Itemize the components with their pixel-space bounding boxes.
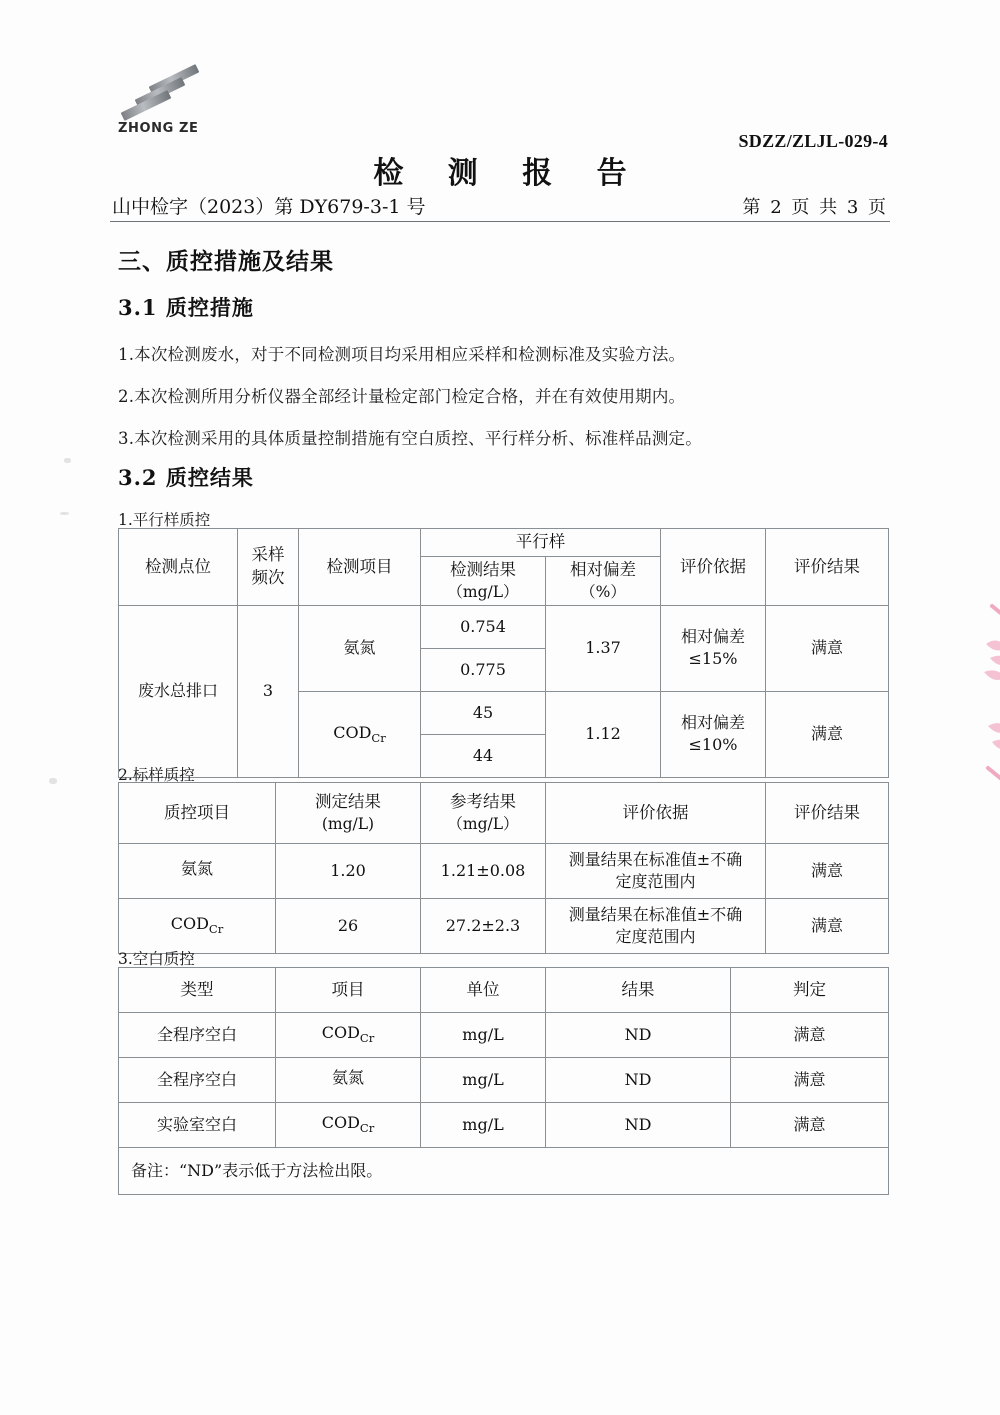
- section-heading-3: 三、质控措施及结果: [118, 248, 334, 275]
- cell-result-3-3: ND: [546, 1103, 731, 1148]
- cell-blank-item-2-base: 氨氮: [331, 1068, 364, 1088]
- company-logo: [118, 72, 226, 136]
- cell-basis-row-1: [546, 844, 766, 899]
- th-judgement: 判定: [731, 968, 889, 1013]
- th-reference-label: 参考结果: [450, 791, 516, 811]
- cell-basis-row-2-line1: 测量结果在标准值±不确: [568, 904, 743, 924]
- cell-qc-item-2-sub: Cr: [208, 922, 224, 937]
- cell-deviation-2: 1.12: [546, 691, 661, 777]
- logo-slashes-icon: [118, 72, 210, 118]
- cell-evaluation-2: 满意: [766, 691, 889, 777]
- section-heading-3-2: 3.2 质控结果: [118, 465, 254, 490]
- th-measured: [276, 783, 421, 844]
- document-code: SDZZ/ZLJL-029-4: [738, 131, 888, 151]
- cell-qc-item-1: [119, 844, 276, 899]
- logo-wordmark: ZHONG ZE: [118, 121, 199, 136]
- table-row: [119, 1013, 889, 1058]
- table-row: [119, 899, 889, 954]
- cell-blank-item-1-sub: Cr: [359, 1031, 375, 1046]
- cell-blank-item-3-base: COD: [321, 1113, 360, 1133]
- th-basis: 评价依据: [661, 529, 766, 606]
- cell-blank-item-1-base: COD: [321, 1023, 360, 1043]
- table-remark-row: [119, 1148, 889, 1195]
- cell-result-2a: 45: [421, 691, 546, 734]
- table-header-row: [119, 529, 889, 557]
- cell-judgement-2: 满意: [731, 1058, 889, 1103]
- page-indicator: 第 2 页 共 3 页: [742, 197, 888, 218]
- th-result-label: 检测结果: [450, 559, 516, 579]
- measure-paragraph-1: 1.本次检测废水，对于不同检测项目均采用相应采样和检测标准及实验方法。: [118, 345, 686, 364]
- cell-qc-item-2-base: COD: [170, 914, 209, 934]
- cell-basis-row-1-line2: 定度范围内: [615, 872, 696, 891]
- cell-item-2: [299, 691, 421, 777]
- scan-speck: [64, 458, 71, 463]
- cell-result-1a: 0.754: [421, 605, 546, 648]
- table-row: [119, 1103, 889, 1148]
- cell-reference-1: 1.21±0.08: [421, 844, 546, 899]
- standard-sample-qc-table: [118, 782, 889, 954]
- cell-evaluation-row-2: 满意: [766, 899, 889, 954]
- measure-paragraph-3: 3.本次检测采用的具体质量控制措施有空白质控、平行样分析、标准样品测定。: [118, 429, 702, 448]
- cell-result-3-1: ND: [546, 1013, 731, 1058]
- scan-speck: [49, 778, 57, 784]
- table-header-row: [119, 968, 889, 1013]
- cell-evaluation-1: 满意: [766, 605, 889, 691]
- th-item: 检测项目: [299, 529, 421, 606]
- cell-type-2: 全程序空白: [119, 1058, 276, 1103]
- cell-item-2-sub: Cr: [371, 731, 386, 746]
- cell-basis-2-line2: ≤10%: [688, 735, 738, 755]
- table-row: [119, 1058, 889, 1103]
- cell-point: 废水总排口: [119, 605, 238, 777]
- cell-qc-item-2: [119, 899, 276, 954]
- cell-blank-item-1: [276, 1013, 421, 1058]
- table2-caption: 2.标样质控: [118, 766, 195, 784]
- th-measured-label: 测定结果: [315, 791, 381, 811]
- th-evaluation: 评价结果: [766, 529, 889, 606]
- cell-remark: 备注：“ND”表示低于方法检出限。: [119, 1148, 889, 1195]
- table-row: [119, 605, 889, 648]
- cell-evaluation-row-1: 满意: [766, 844, 889, 899]
- th-frequency-line2: 频次: [251, 567, 285, 587]
- th-frequency-line1: 采样: [251, 545, 285, 565]
- cell-frequency: 3: [238, 605, 299, 777]
- scan-speck: [60, 512, 69, 515]
- cell-basis-2: [661, 691, 766, 777]
- table3-caption: 3.空白质控: [118, 950, 195, 968]
- cell-unit-1: mg/L: [421, 1013, 546, 1058]
- cell-blank-item-3: [276, 1103, 421, 1148]
- table-header-row: [119, 783, 889, 844]
- cell-judgement-1: 满意: [731, 1013, 889, 1058]
- cell-reference-2: 27.2±2.3: [421, 899, 546, 954]
- th-unit: 单位: [421, 968, 546, 1013]
- cell-blank-item-2: [276, 1058, 421, 1103]
- cell-basis-1-line2: ≤15%: [688, 649, 738, 669]
- blank-qc-table: [118, 967, 889, 1195]
- cell-basis-row-2: [546, 899, 766, 954]
- cell-measured-1: 1.20: [276, 844, 421, 899]
- cell-basis-1-line1: 相对偏差: [680, 627, 745, 647]
- cell-judgement-3: 满意: [731, 1103, 889, 1148]
- th-blank-item: 项目: [276, 968, 421, 1013]
- cell-basis-2-line1: 相对偏差: [680, 713, 745, 733]
- cell-result-3-2: ND: [546, 1058, 731, 1103]
- cell-blank-item-3-sub: Cr: [359, 1121, 375, 1136]
- cell-unit-3: mg/L: [421, 1103, 546, 1148]
- th-deviation-unit: （%）: [580, 582, 626, 601]
- th-type: 类型: [119, 968, 276, 1013]
- th-reference: [421, 783, 546, 844]
- cell-type-3: 实验室空白: [119, 1103, 276, 1148]
- cell-deviation-1: 1.37: [546, 605, 661, 691]
- th-parallel-group: 平行样: [421, 529, 661, 557]
- cell-type-1: 全程序空白: [119, 1013, 276, 1058]
- cell-measured-2: 26: [276, 899, 421, 954]
- th-basis-2: 评价依据: [546, 783, 766, 844]
- cell-qc-item-1-base: 氨氮: [180, 859, 213, 879]
- cell-basis-1: [661, 605, 766, 691]
- th-deviation: [546, 556, 661, 605]
- cell-basis-row-2-line2: 定度范围内: [615, 927, 696, 946]
- th-evaluation-2: 评价结果: [766, 783, 889, 844]
- table1-caption: 1.平行样质控: [118, 511, 211, 529]
- cell-result-2b: 44: [421, 734, 546, 777]
- th-result: [421, 556, 546, 605]
- red-seal-artifact: [946, 600, 1000, 790]
- cell-unit-2: mg/L: [421, 1058, 546, 1103]
- th-frequency: [238, 529, 299, 606]
- th-qc-item: 质控项目: [119, 783, 276, 844]
- table-row: [119, 844, 889, 899]
- cell-item-1: 氨氮: [299, 605, 421, 691]
- section-heading-3-1: 3.1 质控措施: [118, 295, 254, 320]
- cell-result-1b: 0.775: [421, 648, 546, 691]
- th-deviation-label: 相对偏差: [570, 559, 636, 579]
- page-title: 检 测 报 告: [373, 156, 644, 191]
- th-measured-unit: (mg/L): [321, 814, 375, 833]
- report-number: 山中检字（2023）第 DY679-3-1 号: [112, 196, 426, 218]
- header-divider: [110, 221, 890, 222]
- th-reference-unit: （mg/L）: [447, 814, 519, 833]
- measure-paragraph-2: 2.本次检测所用分析仪器全部经计量检定部门检定合格，并在有效使用期内。: [118, 387, 686, 406]
- th-result-unit: （mg/L）: [447, 582, 519, 601]
- parallel-sample-qc-table: [118, 528, 889, 778]
- th-result-3: 结果: [546, 968, 731, 1013]
- th-point: 检测点位: [119, 529, 238, 606]
- cell-item-2-base: COD: [333, 722, 372, 742]
- cell-basis-row-1-line1: 测量结果在标准值±不确: [568, 849, 743, 869]
